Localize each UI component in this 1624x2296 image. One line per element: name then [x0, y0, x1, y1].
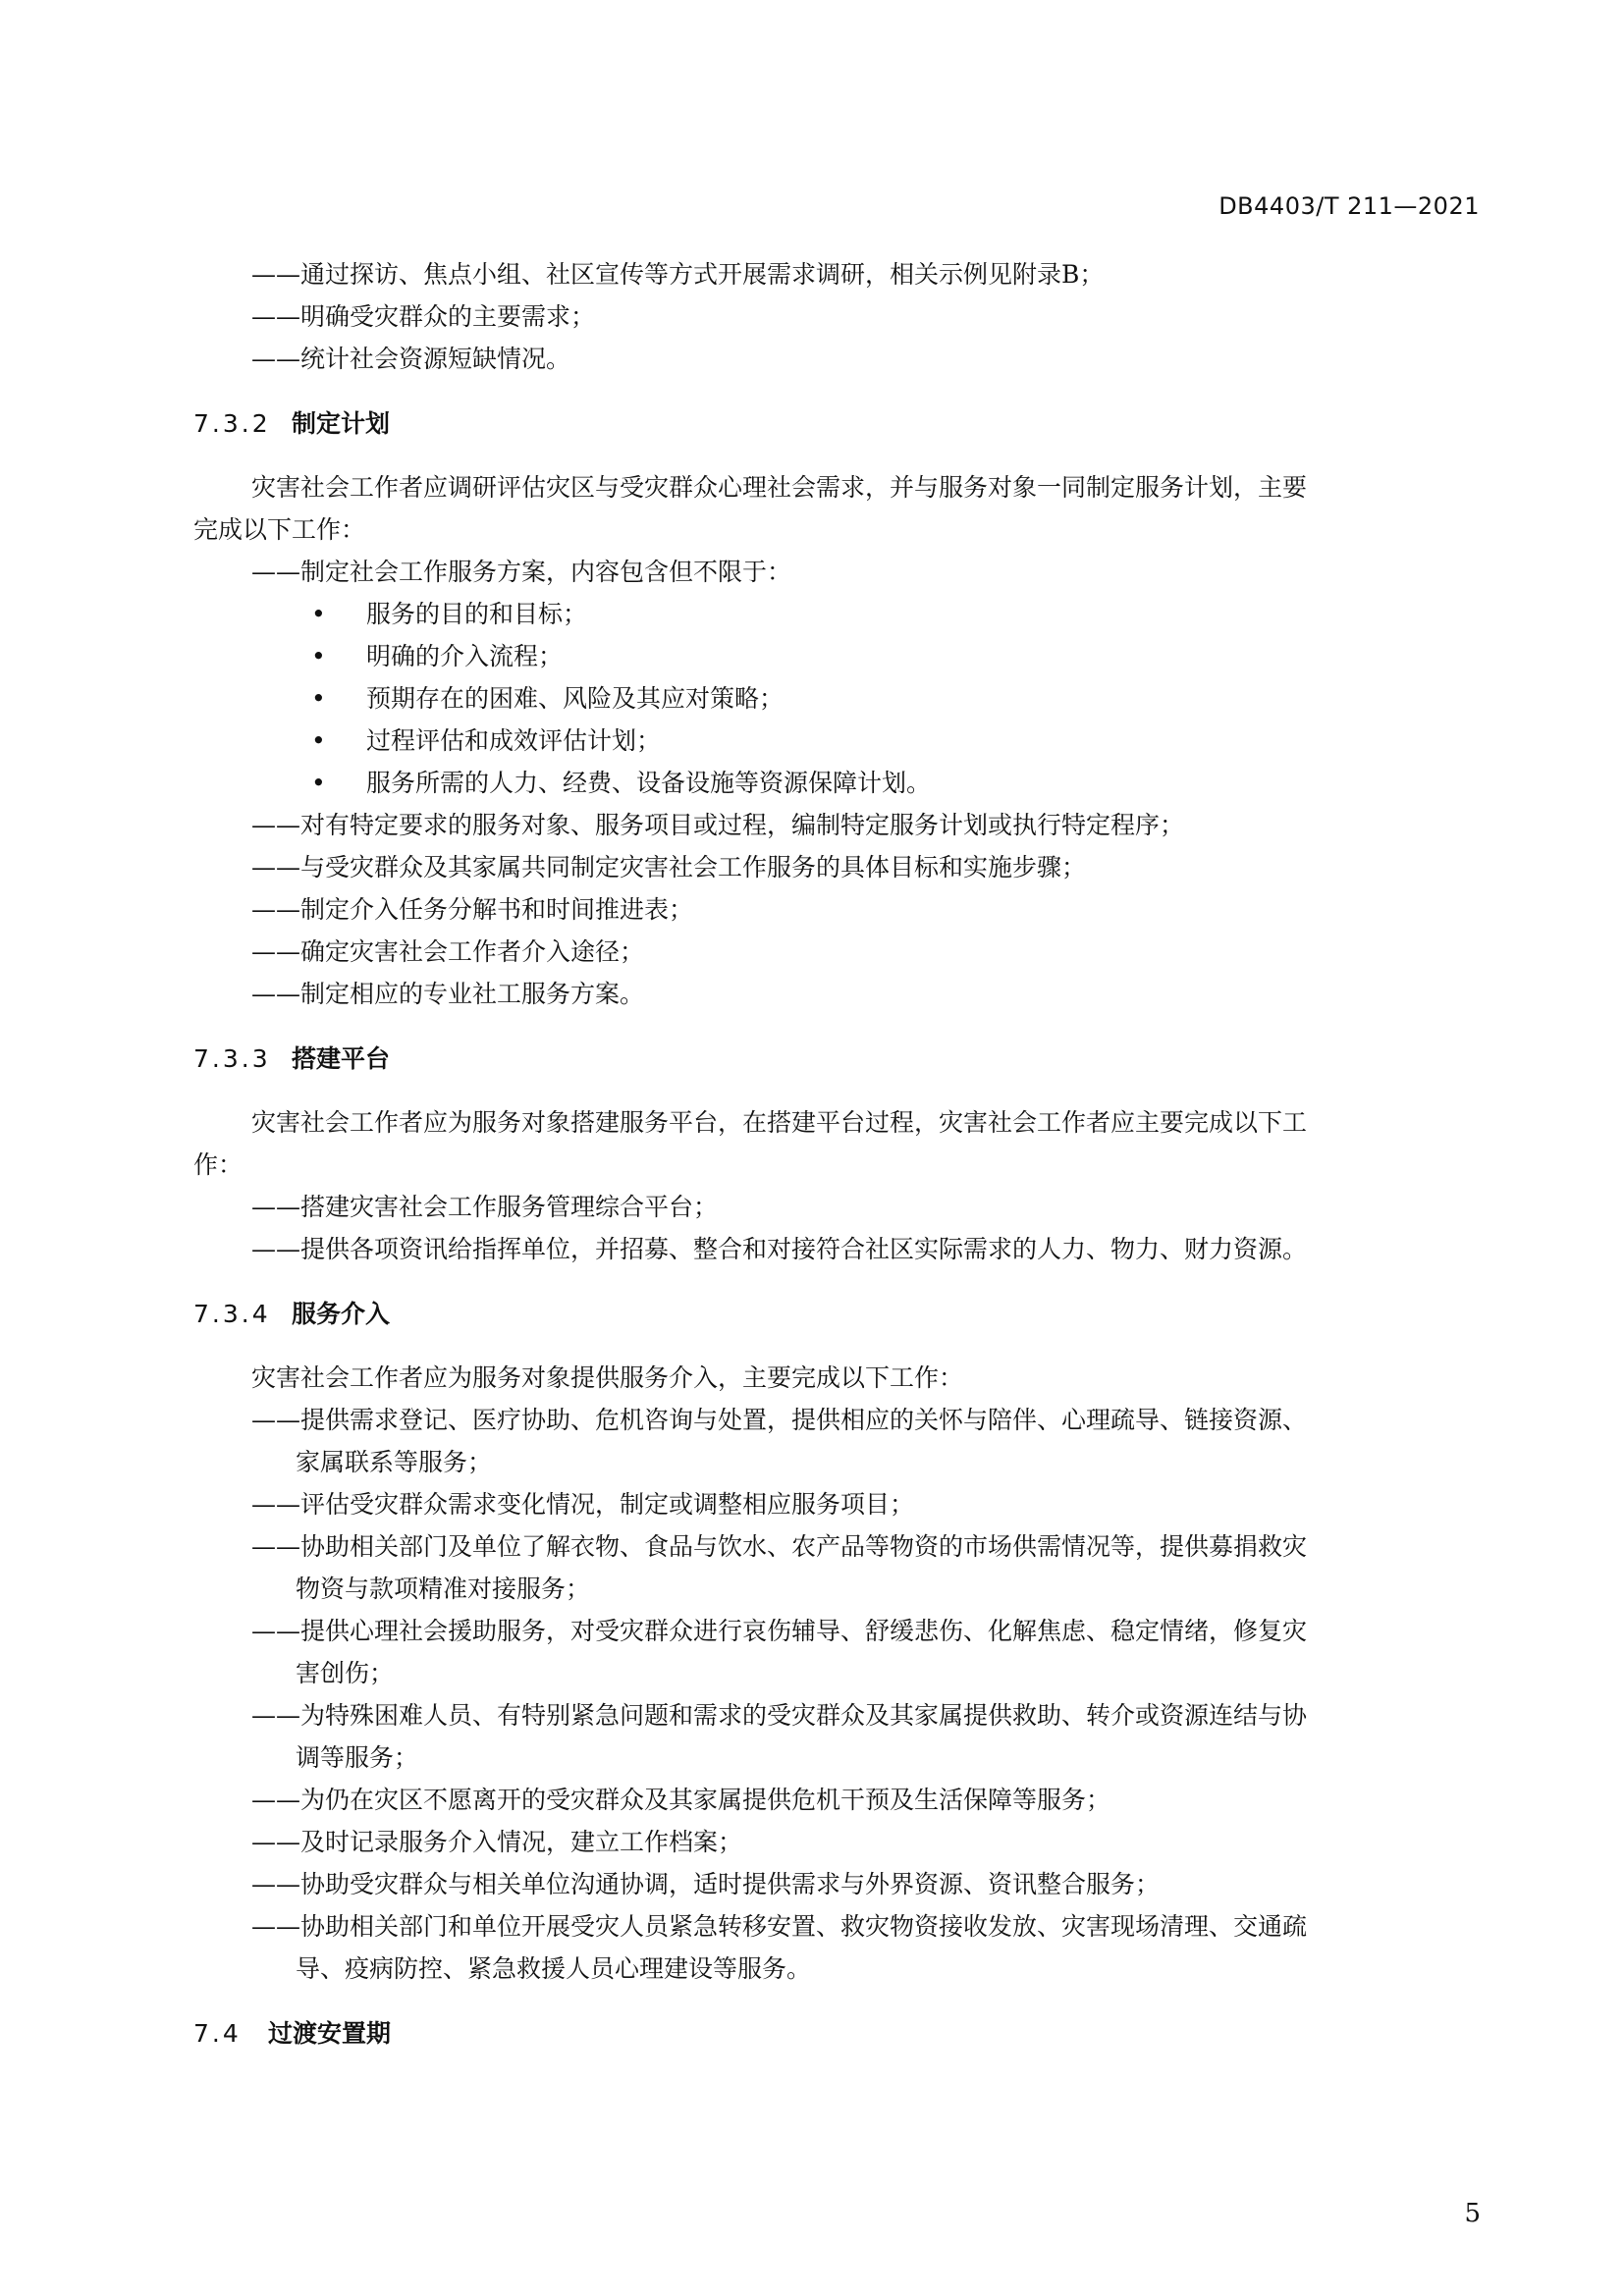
list-item: ——及时记录服务介入情况，建立工作档案； — [251, 1828, 743, 1856]
bullet-text: 过程评估和成效评估计划； — [366, 726, 662, 755]
list-item-continuation: 物资与款项精准对接服务； — [296, 1575, 591, 1603]
section-heading-7-4 — [193, 2012, 1470, 2055]
list-item: ——评估受灾群众需求变化情况，制定或调整相应服务项目； — [251, 1490, 915, 1519]
list-item-continuation: 家属联系等服务； — [296, 1448, 493, 1476]
list-item: ——制定相应的专业社工服务方案。 — [251, 980, 645, 1008]
document-code: DB4403/T 211—2021 — [1218, 192, 1480, 220]
section-title: 过渡安置期 — [268, 2019, 392, 2048]
bullet-text: 明确的介入流程； — [366, 642, 564, 670]
section-heading-7-3-4 — [193, 1293, 1470, 1335]
list-item: ——为特殊困难人员、有特别紧急问题和需求的受灾群众及其家属提供救助、转介或资源连结与协 — [251, 1701, 1308, 1730]
bullet-text: 服务所需的人力、经费、设备设施等资源保障计划。 — [366, 769, 932, 797]
paragraph-line: 灾害社会工作者应为服务对象提供服务介入，主要完成以下工作： — [251, 1363, 964, 1392]
section-number: 7.3.4 — [193, 1300, 271, 1328]
paragraph-line: 灾害社会工作者应为服务对象搭建服务平台，在搭建平台过程，灾害社会工作者应主要完成以下工 — [251, 1108, 1308, 1137]
section-heading-7-3-3 — [193, 1038, 1470, 1080]
list-item: ——协助相关部门和单位开展受灾人员紧急转移安置、救灾物资接收发放、灾害现场清理、交通疏 — [251, 1912, 1308, 1941]
paragraph-line: 作： — [193, 1150, 244, 1179]
list-item: ——明确受灾群众的主要需求； — [251, 302, 596, 331]
list-item: ——制定介入任务分解书和时间推进表； — [251, 895, 694, 924]
paragraph-line: 灾害社会工作者应调研评估灾区与受灾群众心理社会需求，并与服务对象一同制定服务计划，主要 — [251, 473, 1308, 502]
list-item: ——提供各项资讯给指挥单位，并招募、整合和对接符合社区实际需求的人力、物力、财力资源。 — [251, 1235, 1308, 1263]
section-number: 7.3.3 — [193, 1044, 271, 1073]
list-item: ——对有特定要求的服务对象、服务项目或过程，编制特定服务计划或执行特定程序； — [251, 811, 1185, 839]
bullet-item — [193, 593, 1470, 635]
bullet-item — [193, 762, 1470, 804]
section-title: 制定计划 — [292, 409, 391, 438]
page-body — [193, 253, 1470, 2076]
section-title: 搭建平台 — [292, 1044, 391, 1073]
list-item: ——为仍在灾区不愿离开的受灾群众及其家属提供危机干预及生活保障等服务； — [251, 1786, 1111, 1814]
list-item-continuation: 调等服务； — [296, 1743, 419, 1772]
bullet-text: 预期存在的困难、风险及其应对策略； — [366, 684, 785, 713]
list-item: ——提供心理社会援助服务，对受灾群众进行哀伤辅导、舒缓悲伤、化解焦虑、稳定情绪，修复灾 — [251, 1617, 1308, 1645]
list-item: ——提供需求登记、医疗协助、危机咨询与处置，提供相应的关怀与陪伴、心理疏导、链接资源、 — [251, 1406, 1308, 1434]
section-heading-7-3-2 — [193, 402, 1470, 445]
bullet-icon: • — [311, 642, 326, 670]
bullet-item — [193, 720, 1470, 762]
section-number: 7.3.2 — [193, 409, 271, 438]
paragraph-line: 完成以下工作： — [193, 515, 366, 544]
page-number: 5 — [1464, 2199, 1481, 2228]
bullet-icon: • — [311, 726, 326, 755]
bullet-item — [193, 635, 1470, 677]
list-item: ——搭建灾害社会工作服务管理综合平台； — [251, 1193, 719, 1221]
section-title: 服务介入 — [292, 1300, 391, 1328]
bullet-text: 服务的目的和目标； — [366, 600, 588, 628]
list-item: ——协助相关部门及单位了解衣物、食品与饮水、农产品等物资的市场供需情况等，提供募捐救灾 — [251, 1532, 1308, 1561]
list-item: ——协助受灾群众与相关单位沟通协调，适时提供需求与外界资源、资讯整合服务； — [251, 1870, 1161, 1898]
list-item-continuation: 导、疫病防控、紧急救援人员心理建设等服务。 — [296, 1954, 812, 1983]
list-item: ——与受灾群众及其家属共同制定灾害社会工作服务的具体目标和实施步骤； — [251, 853, 1087, 881]
list-item: ——确定灾害社会工作者介入途径； — [251, 937, 645, 966]
list-item: ——通过探访、焦点小组、社区宣传等方式开展需求调研，相关示例见附录B； — [251, 260, 1105, 289]
bullet-icon: • — [311, 684, 326, 713]
bullet-item — [193, 677, 1470, 720]
bullet-icon: • — [311, 769, 326, 797]
list-item: ——制定社会工作服务方案，内容包含但不限于： — [251, 558, 792, 586]
list-item: ——统计社会资源短缺情况。 — [251, 345, 571, 373]
bullet-icon: • — [311, 600, 326, 628]
section-number: 7.4 — [193, 2019, 242, 2048]
list-item-continuation: 害创伤； — [296, 1659, 395, 1687]
